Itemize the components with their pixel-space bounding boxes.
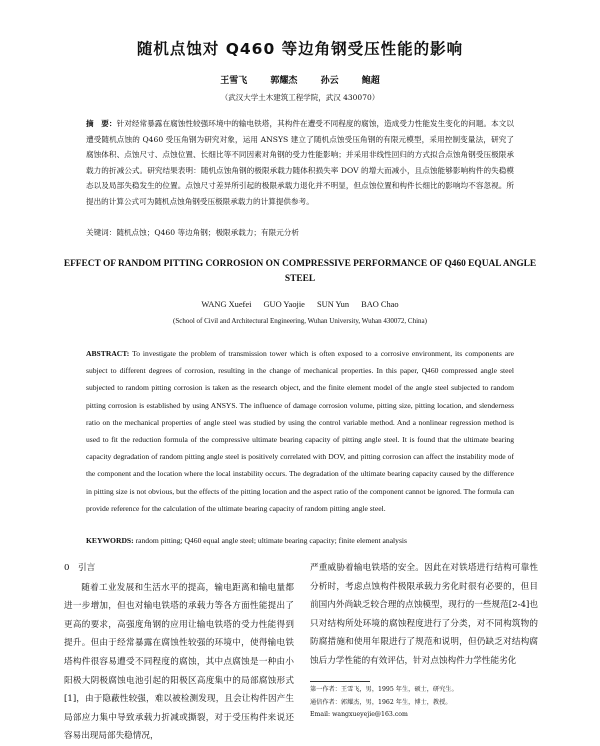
body-column-right bbox=[310, 559, 538, 671]
author-en: SUN Yun bbox=[317, 300, 350, 309]
footnote-email: Email: wangxueyejie@163.com bbox=[310, 711, 408, 718]
author-cn: 鲍超 bbox=[361, 76, 380, 86]
author-en: WANG Xuefei bbox=[201, 300, 252, 309]
body-column-left bbox=[64, 559, 294, 746]
abstract-cn-label: 摘 要： bbox=[86, 119, 117, 128]
keywords-cn bbox=[86, 227, 514, 238]
keywords-cn-text: 随机点蚀；Q460 等边角钢；极限承载力；有限元分析 bbox=[116, 228, 299, 237]
footnotes bbox=[310, 684, 538, 722]
abstract-en-text: To investigate the problem of transmission tower which is often exposed to a corrosive environment, its components are subject to different degrees of corrosion, resulting in the change of mechanical properties. In this paper, Q460 compressed angle steel subjected to random pitting corrosion is taken as the research object, and the finite element model of the angle steel subjected to random pitting corrosion is established by using ANSYS. The influence of damage corrosion volume, pitting size, pitting location, and slenderness ratio on the mechanical properties of angle steel was studied by using the control variable method. And a nonlinear regression method is used to fit the reduction formula of the compressive ultimate bearing capacity of pitting angle steel. It is found that the ultimate bearing capacity degradation of random pitting angle steel is positively correlated with DOV, and pitting corrosion can affect the instability mode of the component and the location where the local instability occurs. The degradation of the ultimate bearing capacity caused by the difference in pitting size is not obvious, but the effects of the pitting location and the aspect ratio of the component cannot be ignored. The formula can provide reference for the calculation of the ultimate bearing capacity of random pitting angle steel. bbox=[86, 349, 514, 513]
intro-paragraph-continued: 严重威胁着输电铁塔的安全。因此在对铁塔进行结构可靠性分析时，考虑点蚀构件极限承载力劣化时很有必要的，但目前国内外尚缺乏较合理的点蚀模型，现行的一些规范[2-4]也只对结构所处环境的腐蚀程度进行了分类，对不同构筑物的防腐措施和使用年限进行了规范和说明，但仍缺乏对结构腐蚀后力学性能的有效评估，针对点蚀构件力学性能劣化 bbox=[310, 563, 538, 666]
author-cn: 郭耀杰 bbox=[270, 76, 298, 86]
author-cn: 王雪飞 bbox=[220, 76, 248, 86]
keywords-cn-label: 关键词： bbox=[86, 228, 117, 237]
author-cn: 孙云 bbox=[320, 76, 339, 86]
author-list-en bbox=[0, 300, 600, 309]
footnote-corresponding-author: 通信作者：郭耀杰，男，1962 年生，博士，教授。 bbox=[310, 698, 452, 706]
footnote-divider bbox=[310, 681, 370, 682]
author-list-cn bbox=[0, 73, 600, 86]
paper-title-cn: 随机点蚀对 Q460 等边角钢受压性能的影响 bbox=[136, 40, 464, 58]
abstract-en-label: ABSTRACT: bbox=[86, 349, 130, 358]
abstract-cn bbox=[86, 116, 514, 210]
author-en: GUO Yaojie bbox=[263, 300, 305, 309]
affiliation-cn: （武汉大学土木建筑工程学院，武汉 430070） bbox=[220, 93, 380, 102]
abstract-en bbox=[86, 345, 514, 517]
author-en: BAO Chao bbox=[361, 300, 399, 309]
footnote-first-author: 第一作者：王雪飞，男，1995 年生，硕士，研究生。 bbox=[310, 686, 458, 693]
intro-paragraph: 随着工业发展和生活水平的提高，输电距离和输电量都进一步增加，但也对输电铁塔的承载力等各方面性能提出了更高的要求，高强度角钢的应用让输电铁塔的受力性能得到提升。但由于经常暴露在腐蚀性较强的环境中，使得输电铁塔构件很容易遭受不同程度的腐蚀，其中点腐蚀是一种由小阳极大阴极腐蚀电池引起的阳极区高度集中的局部腐蚀形式[1]，由于隐蔽性较强，难以被检测发现，且会让构件因产生局部应力集中导致承载力折减或撕裂，对于受压构件来说还容易出现局部失稳情况， bbox=[64, 582, 294, 742]
paper-title-en: EFFECT OF RANDOM PITTING CORROSION ON COMPRESSIVE PERFORMANCE OF Q460 EQUAL ANGLE STEEL bbox=[63, 259, 537, 284]
keywords-en-label: KEYWORDS: bbox=[86, 536, 134, 545]
keywords-en bbox=[86, 536, 514, 545]
affiliation-en: (School of Civil and Architectural Engineering, Wuhan University, Wuhan 430072, China) bbox=[173, 317, 427, 325]
section-heading: 0 引言 bbox=[64, 563, 96, 573]
keywords-en-text: random pitting; Q460 equal angle steel; ultimate bearing capacity; finite element analysis bbox=[135, 536, 407, 545]
abstract-cn-text: 针对经常暴露在腐蚀性较强环境中的输电铁塔，其构件在遭受不同程度的腐蚀，造成受力性能发生变化的问题。本文以遭受随机点蚀的 Q460 受压角钢为研究对象，运用 ANSYS 建立了随机点蚀受压角钢的有限元模型，采用控制变量法，研究了腐蚀体积、点蚀尺寸、点蚀位置、长细比等不同因素对角钢的受力性能影响；并采用非线性回归的方式拟合点蚀角钢受压极限承载力的折减公式。研究结果表明：随机点蚀角钢的极限承载力随体积损失率 DOV 的增大而减小，且点蚀能够影响构件的失稳模态以及局部失稳发生的位置。点蚀尺寸差异所引起的极限承载力退化并不明显，但点蚀位置和构件长细比的影响均不容忽视。所提出的计算公式可为随机点蚀角钢受压极限承载力的计算提供参考。 bbox=[86, 119, 514, 206]
